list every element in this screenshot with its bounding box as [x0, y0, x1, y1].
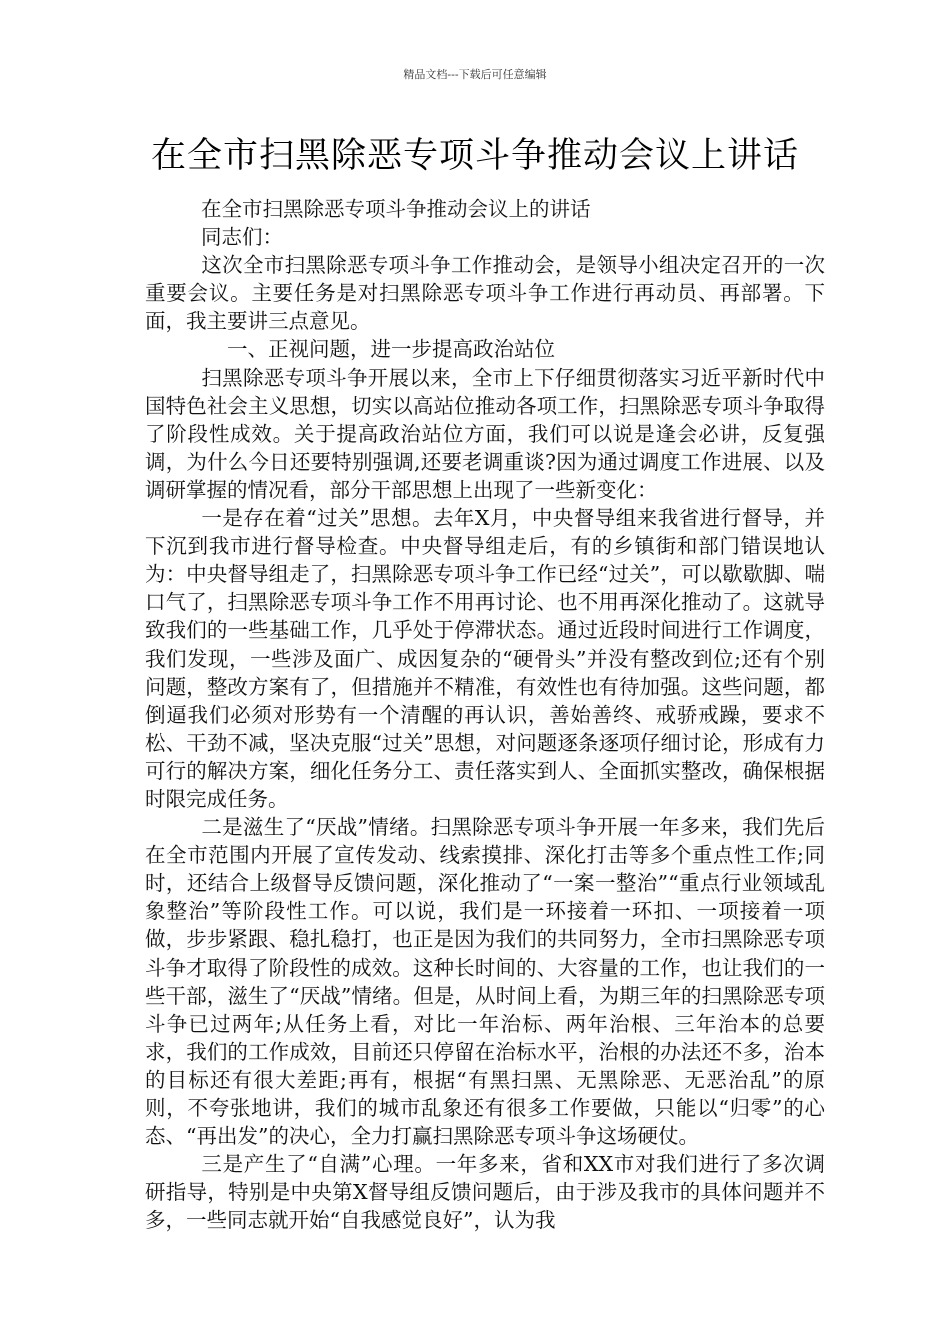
paragraph	[145, 251, 825, 335]
paragraph	[145, 504, 825, 813]
paragraph-text: 一是存在着“过关”思想。去年X月，中央督导组来我省进行督导，并下沉到我市进行督导检查。中央督导组走后，有的乡镇街和部门错误地认为：中央督导组走了，扫黑除恶专项斗争工作已经“过关”，可以歇歇脚、喘口气了，扫黑除恶专项斗争工作不用再讨论、也不用再深化推动了。这就导致我们的一些基础工作，几乎处于停滞状态。通过近段时间进行工作调度，我们发现，一些涉及面广、成因复杂的“硬骨头”并没有整改到位;还有个别问题，整改方案有了，但措施并不精准，有效性也有待加强。这些问题，都倒逼我们必须对形势有一个清醒的再认识，善始善终、戒骄戒躁，要求不松、干劲不减，坚决克服“过关”思想，对问题逐条逐项仔细讨论，形成有力可行的解决方案，细化任务分工、责任落实到人、全面抓实整改，确保根据时限完成任务。	[145, 506, 825, 811]
paragraph	[145, 813, 825, 1150]
document-body	[145, 195, 825, 1234]
paragraph-text: 这次全市扫黑除恶专项斗争工作推动会，是领导小组决定召开的一次重要会议。主要任务是对扫黑除恶专项斗争工作进行再动员、再部署。下面，我主要讲三点意见。	[145, 253, 825, 334]
paragraph-text: 三是产生了“自满”心理。一年多来，省和XX市对我们进行了多次调研指导，特别是中央第X督导组反馈问题后，由于涉及我市的具体问题并不多，一些同志就开始“自我感觉良好”，认为我	[145, 1152, 825, 1233]
paragraph-text: 二是滋生了“厌战”情绪。扫黑除恶专项斗争开展一年多来，我们先后在全市范围内开展了宣传发动、线索摸排、深化打击等多个重点性工作;同时，还结合上级督导反馈问题，深化推动了“一案一整治”“重点行业领域乱象整治”等阶段性工作。可以说，我们是一环接着一环扣、一项接着一项做，步步紧跟、稳扎稳打，也正是因为我们的共同努力，全市扫黑除恶专项斗争才取得了阶段性的成效。这种长时间的、大容量的工作，也让我们的一些干部，滋生了“厌战”情绪。但是，从时间上看，为期三年的扫黑除恶专项斗争已过两年;从任务上看，对比一年治标、两年治根、三年治本的总要求，我们的工作成效，目前还只停留在治标水平，治根的办法还不多，治本的目标还有很大差距;再有，根据“有黑扫黑、无黑除恶、无恶治乱”的原则，不夸张地讲，我们的城市乱象还有很多工作要做，只能以“归零”的心态、“再出发”的决心，全力打赢扫黑除恶专项斗争这场硬仗。	[145, 815, 825, 1149]
document-subtitle: 在全市扫黑除恶专项斗争推动会议上的讲话	[201, 197, 591, 221]
paragraph-text: 扫黑除恶专项斗争开展以来，全市上下仔细贯彻落实习近平新时代中国特色社会主义思想，切实以高站位推动各项工作，扫黑除恶专项斗争取得了阶段性成效。关于提高政治站位方面，我们可以说是逢会必讲，反复强调，为什么今日还要特别强调,还要老调重谈?因为通过调度工作进展、以及调研掌握的情况看，部分干部思想上出现了一些新变化：	[145, 365, 825, 502]
paragraph	[145, 1150, 825, 1234]
paragraph	[145, 364, 825, 504]
header-note: 精品文档---下载后可任意编辑	[403, 68, 547, 81]
section-heading: 一、正视问题，进一步提高政治站位	[227, 337, 555, 362]
salutation: 同志们：	[201, 225, 283, 250]
document-title: 在全市扫黑除恶专项斗争推动会议上讲话	[150, 136, 799, 176]
